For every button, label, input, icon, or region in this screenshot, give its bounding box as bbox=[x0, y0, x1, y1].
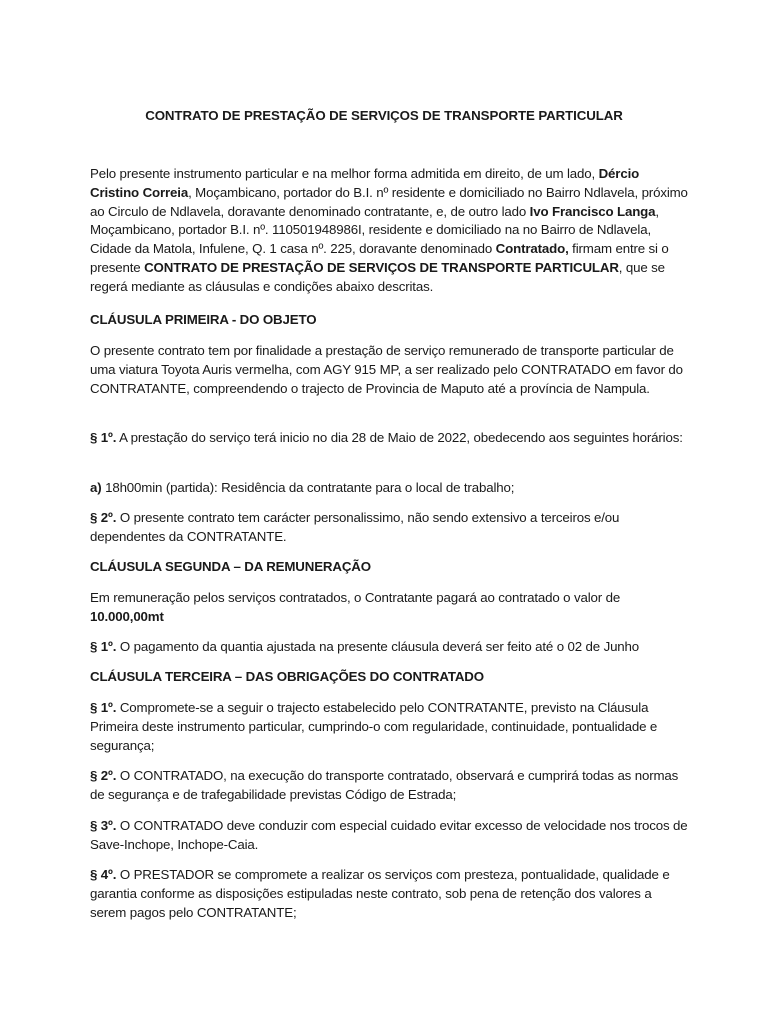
document-title: CONTRATO DE PRESTAÇÃO DE SERVIÇOS DE TRANSPORTE PARTICULAR bbox=[145, 108, 623, 123]
party2-name: Ivo Francisco Langa bbox=[529, 203, 656, 219]
clause-2-heading: CLÁUSULA SEGUNDA – DA REMUNERAÇÃO bbox=[90, 559, 371, 574]
contract-name: CONTRATO DE PRESTAÇÃO DE SERVIÇOS DE TRANSPORTE PARTICULAR bbox=[144, 259, 619, 275]
clause-2-body: Em remuneração pelos serviços contratados, o Contratante pagará ao contratado o valor de 10.000,00mt bbox=[90, 590, 621, 624]
clause-1-heading: CLÁUSULA PRIMEIRA - DO OBJETO bbox=[90, 312, 317, 327]
intro-text-2: , Moçambicano, portador do B.I. nº residente e domiciliado no Bairro Ndlavela, próximo ao Circulo de Ndlavela, doravante denominado contratante, e, de outro lado bbox=[90, 184, 688, 219]
clause-1-paragraph-1: § 1º. A prestação do serviço terá inicio no dia 28 de Maio de 2022, obedecendo aos seguintes horários: bbox=[90, 430, 683, 445]
intro-text-1: Pelo presente instrumento particular e na melhor forma admitida em direito, de um lado, bbox=[90, 166, 596, 181]
clause-2-paragraph-1: § 1º. O pagamento da quantia ajustada na presente cláusula deverá ser feito até o 02 de Junho bbox=[90, 639, 640, 654]
paragraph-mark: § 1º. bbox=[90, 639, 117, 654]
intro-text-3: , Moçambicano, portador B.I. nº. 110501948986I, residente e domiciliado na no Bairro de Ndlavela, Cidade da Matola, Infulene, Q. 1 casa nº. 225, doravante denominado bbox=[90, 203, 659, 257]
clause-1-body: O presente contrato tem por finalidade a prestação de serviço remunerado de transporte particular de uma viatura Toyota Auris vermelha, com AGY 915 MP, a ser realizado pelo CONTRATADO em favor do CONTRATANTE, compreendendo o trajecto de Provincia de Maputo até a província de Nampula. bbox=[90, 343, 683, 396]
paragraph-mark: § 2º. bbox=[90, 768, 117, 783]
clause-3-paragraph-1: § 1º. Compromete-se a seguir o trajecto estabelecido pelo CONTRATANTE, previsto na Cláusula Primeira deste instrumento particular, cumprindo-o com regularidade, continuidade, pontualidade e segurança; bbox=[90, 700, 658, 753]
intro-text-4: firmam entre si o presente bbox=[90, 241, 669, 275]
paragraph-mark: § 3º. bbox=[90, 818, 117, 833]
clause-3-paragraph-2: § 2º. O CONTRATADO, na execução do transporte contratado, observará e cumprirá todas as normas de segurança e de trafegabilidade previstas Código de Estrada; bbox=[90, 768, 679, 802]
party1-name: Dércio Cristino Correia bbox=[90, 166, 640, 200]
clause-3-paragraph-3: § 3º. O CONTRATADO deve conduzir com especial cuidado evitar excesso de velocidade nos trocos de Save-Inchope, Inchope-Caia. bbox=[90, 818, 688, 852]
clause-1-item-a: a) 18h00min (partida): Residência da contratante para o local de trabalho; bbox=[90, 480, 515, 495]
contratado-label: Contratado, bbox=[495, 241, 569, 257]
clause-3-paragraph-4: § 4º. O PRESTADOR se compromete a realizar os serviços com presteza, pontualidade, qualidade e garantia conforme as disposições estipuladas neste contrato, sob pena de retenção dos valores a serem pagos pelo CONTRATANTE; bbox=[90, 867, 670, 920]
paragraph-mark: § 2º. bbox=[90, 510, 117, 525]
payment-amount: 10.000,00mt bbox=[90, 608, 164, 624]
clause-1-paragraph-2: § 2º. O presente contrato tem carácter personalissimo, não sendo extensivo a terceiros e/ou dependentes da CONTRATANTE. bbox=[90, 510, 620, 544]
paragraph-mark: § 1º. bbox=[90, 430, 117, 445]
paragraph-mark: § 1º. bbox=[90, 700, 117, 715]
item-mark: a) bbox=[90, 480, 102, 495]
clause-3-heading: CLÁUSULA TERCEIRA – DAS OBRIGAÇÕES DO CONTRATADO bbox=[90, 669, 484, 684]
paragraph-mark: § 4º. bbox=[90, 867, 117, 882]
intro-paragraph bbox=[90, 165, 690, 297]
intro-text-5: , que se regerá mediante as cláusulas e condições abaixo descritas. bbox=[90, 259, 665, 294]
